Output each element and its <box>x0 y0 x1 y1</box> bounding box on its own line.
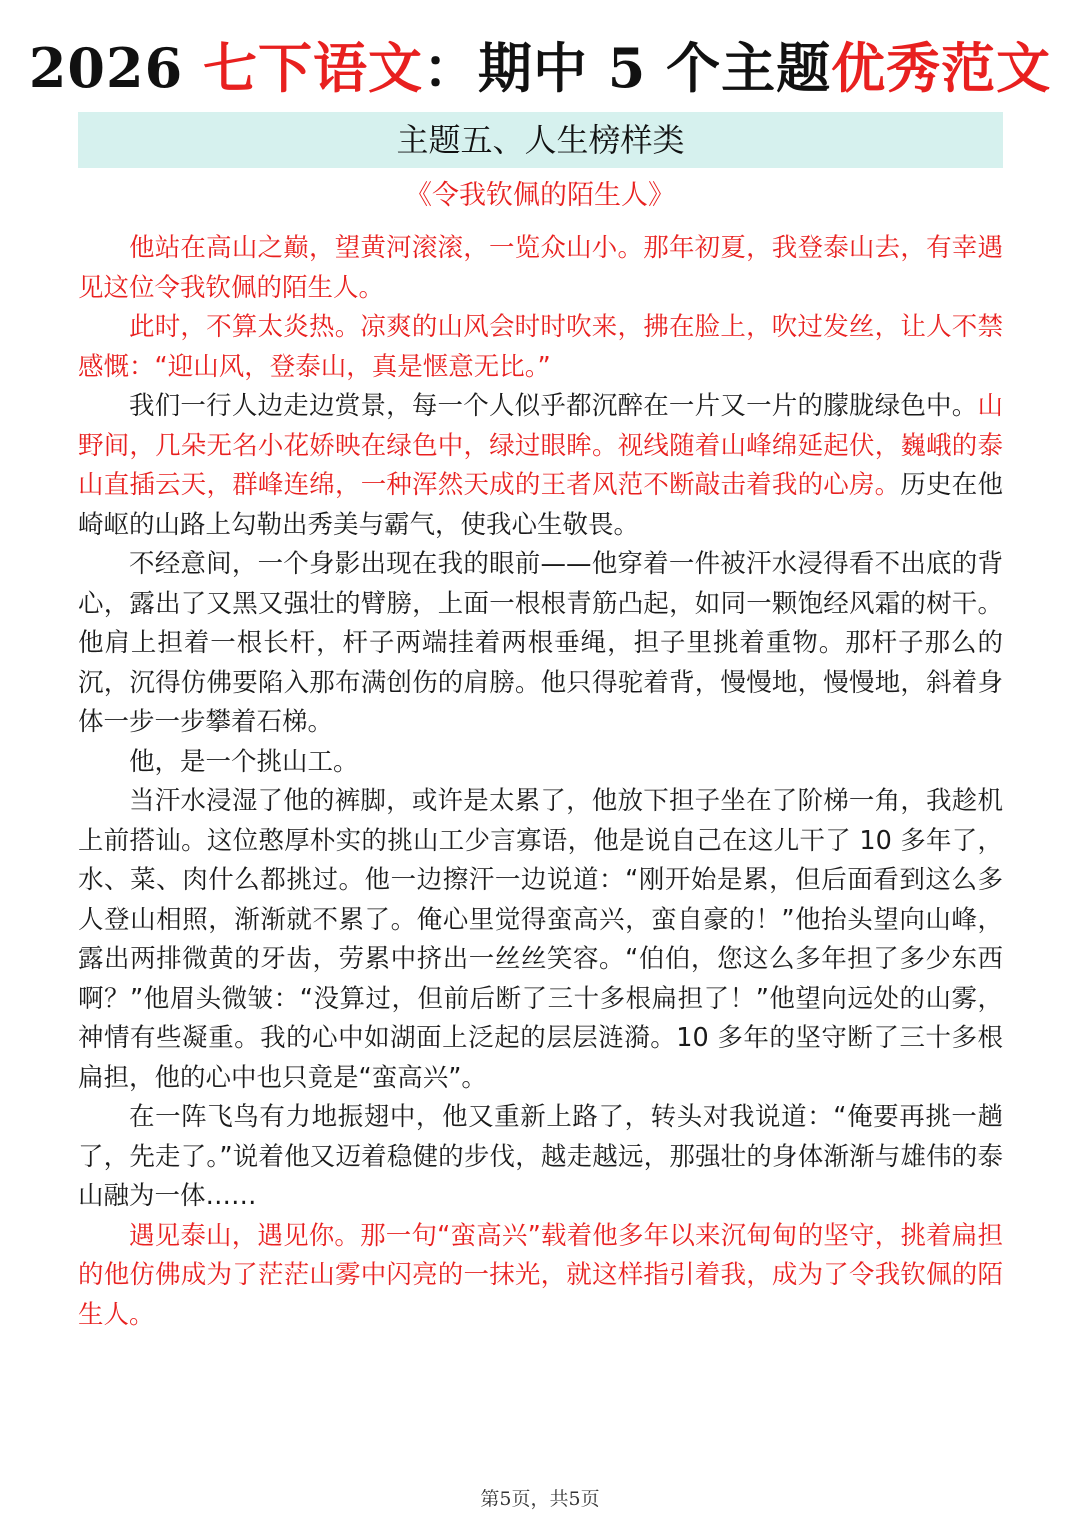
paragraph-3-part-a: 我们一行人边走边赏景，每一个人似乎都沉醉在一片又一片的朦胧绿色中。 <box>129 391 978 421</box>
title-highlight: 优秀范文 <box>831 36 1052 100</box>
paragraph-7: 在一阵飞鸟有力地振翅中，他又重新上路了，转头对我说道：“俺要再挑一趟了，先走了。”说着他又迈着稳健的步伐，越走越远，那强壮的身体渐渐与雄伟的泰山融为一体…… <box>78 1102 1003 1211</box>
paragraph-1: 他站在高山之巅，望黄河滚滚，一览众山小。那年初夏，我登泰山去，有幸遇见这位令我钦佩的陌生人。 <box>78 233 1003 303</box>
paragraph-3 <box>78 387 1003 545</box>
paragraph-2: 此时，不算太炎热。凉爽的山风会时时吹来，拂在脸上，吹过发丝，让人不禁感慨：“迎山风，登泰山，真是惬意无比。” <box>78 312 1003 382</box>
essay-title: 《令我钦佩的陌生人》 <box>405 180 675 211</box>
theme-banner: 主题五、人生榜样类 <box>78 112 1003 168</box>
paragraph-3-part-b: 山野间，几朵无名小花娇映在绿色中，绿过眼眸。视线随着山峰绵延起伏，巍峨的泰山直插云天，群峰连绵，一种浑然天成的王者风范不断敲击着我的心房。 <box>78 391 1003 500</box>
paragraph-4: 不经意间，一个身影出现在我的眼前——他穿着一件被汗水浸得看不出底的背心，露出了又黑又强壮的臂膀，上面一根根青筋凸起，如同一颗饱经风霜的树干。他肩上担着一根长杆，杆子两端挂着两根垂绳，担子里挑着重物。那杆子那么的沉，沉得仿佛要陷入那布满创伤的肩膀。他只得驼着背，慢慢地，慢慢地，斜着身体一步一步攀着石梯。 <box>78 549 1003 737</box>
page-title <box>0 30 1080 106</box>
page-number: 第5页，共5页 <box>480 1488 600 1510</box>
paragraph-8: 遇见泰山，遇见你。那一句“蛮高兴”载着他多年以来沉甸甸的坚守，挑着扁担的他仿佛成为了茫茫山雾中闪亮的一抹光，就这样指引着我，成为了令我钦佩的陌生人。 <box>78 1220 1003 1330</box>
paragraph-6: 当汗水浸湿了他的裤脚，或许是太累了，他放下担子坐在了阶梯一角，我趁机上前搭讪。这位憨厚朴实的挑山工少言寡语，他是说自己在这儿干了 10 多年了，水、菜、肉什么都挑过。他一边擦汗一边说道：“刚开始是累，但后面看到这么多人登山相照，渐渐就不累了。俺心里觉得蛮高兴，蛮自豪的！”他抬头望向山峰，露出两排微黄的牙齿，劳累中挤出一丝丝笑容。“伯伯，您这么多年担了多少东西啊？”他眉头微皱：“没算过，但前后断了三十多根扁担了！”他望向远处的山雾，神情有些凝重。我的心中如湖面上泛起的层层涟漪。10 多年的坚守断了三十多根扁担，他的心中也只竟是“蛮高兴”。 <box>78 786 1003 1093</box>
title-year: 2026 <box>28 36 203 100</box>
essay-body <box>78 229 1003 1335</box>
paragraph-3-part-c: 历史在他崎岖的山路上勾勒出秀美与霸气，使我心生敬畏。 <box>78 470 1003 540</box>
paragraph-5: 他，是一个挑山工。 <box>129 746 359 777</box>
title-subject: 七下语文 <box>202 36 423 100</box>
title-middle: ：期中 5 个主题 <box>422 36 832 100</box>
